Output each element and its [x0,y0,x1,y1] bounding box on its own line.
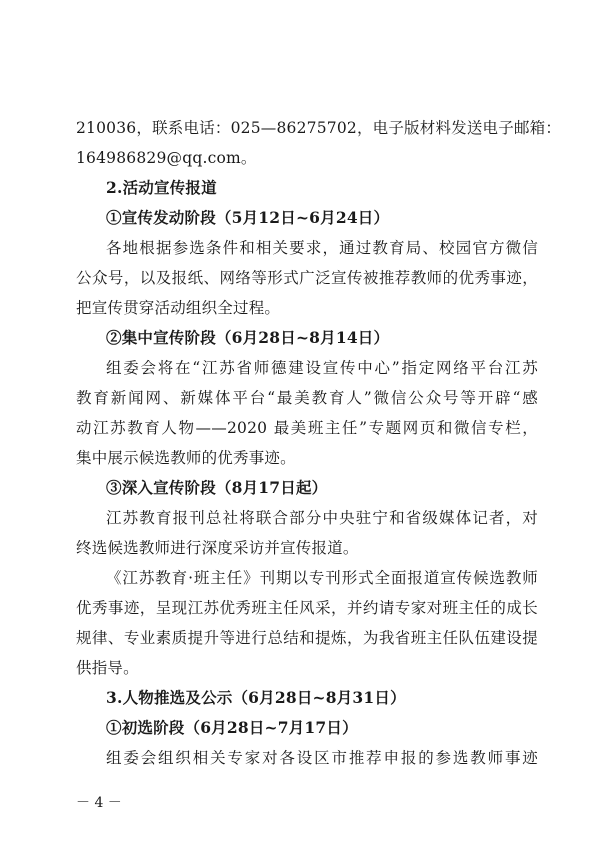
body-line-1: 210036，联系电话：025—86275702，电子版材料发送电子邮箱： [76,119,562,137]
body-line-16: 《江苏教育·班主任》刊期以专刊形式全面报道宣传候选教师 [106,569,538,587]
body-line-14: 江苏教育报刊总社将联合部分中央驻宁和省级媒体记者，对 [106,509,538,527]
body-line-9: 组委会将在“江苏省师德建设宣传中心”指定网络平台江苏 [106,359,538,377]
section-heading-3: 3.人物推选及公示（6月28日~8月31日） [106,688,406,707]
body-line-17: 优秀事迹，呈现江苏优秀班主任风采，并约请专家对班主任的成长 [76,599,538,617]
body-line-15: 终选候选教师进行深度采访并宣传报道。 [76,539,359,557]
body-line-11: 动江苏教育人物——2020 最美班主任”专题网页和微信专栏， [76,419,538,437]
section-heading-2: 2.活动宣传报道 [106,178,217,197]
body-line-22: 组委会组织相关专家对各设区市推荐申报的参选教师事迹 [106,749,538,767]
body-line-2: 164986829@qq.com。 [76,149,257,167]
subheading-initial-selection: ①初选阶段（6月28日~7月17日） [106,718,358,737]
subheading-phase-3: ③深入宣传阶段（8月17日起） [106,478,328,497]
body-line-7: 把宣传贯穿活动组织全过程。 [76,299,281,317]
body-line-12: 集中展示候选教师的优秀事迹。 [76,449,296,467]
subheading-phase-2: ②集中宣传阶段（6月28日~8月14日） [106,328,390,347]
body-line-5: 各地根据参选条件和相关要求，通过教育局、校园官方微信 [106,239,538,257]
body-line-10: 教育新闻网、新媒体平台“最美教育人”微信公众号等开辟“感 [76,389,538,407]
subheading-phase-1: ①宣传发动阶段（5月12日~6月24日） [106,208,390,227]
body-line-6: 公众号，以及报纸、网络等形式广泛宣传被推荐教师的优秀事迹， [76,269,538,287]
page-number: － 4 － [76,795,122,811]
body-line-18: 规律、专业素质提升等进行总结和提炼，为我省班主任队伍建设提 [76,629,538,647]
body-line-19: 供指导。 [76,659,139,677]
